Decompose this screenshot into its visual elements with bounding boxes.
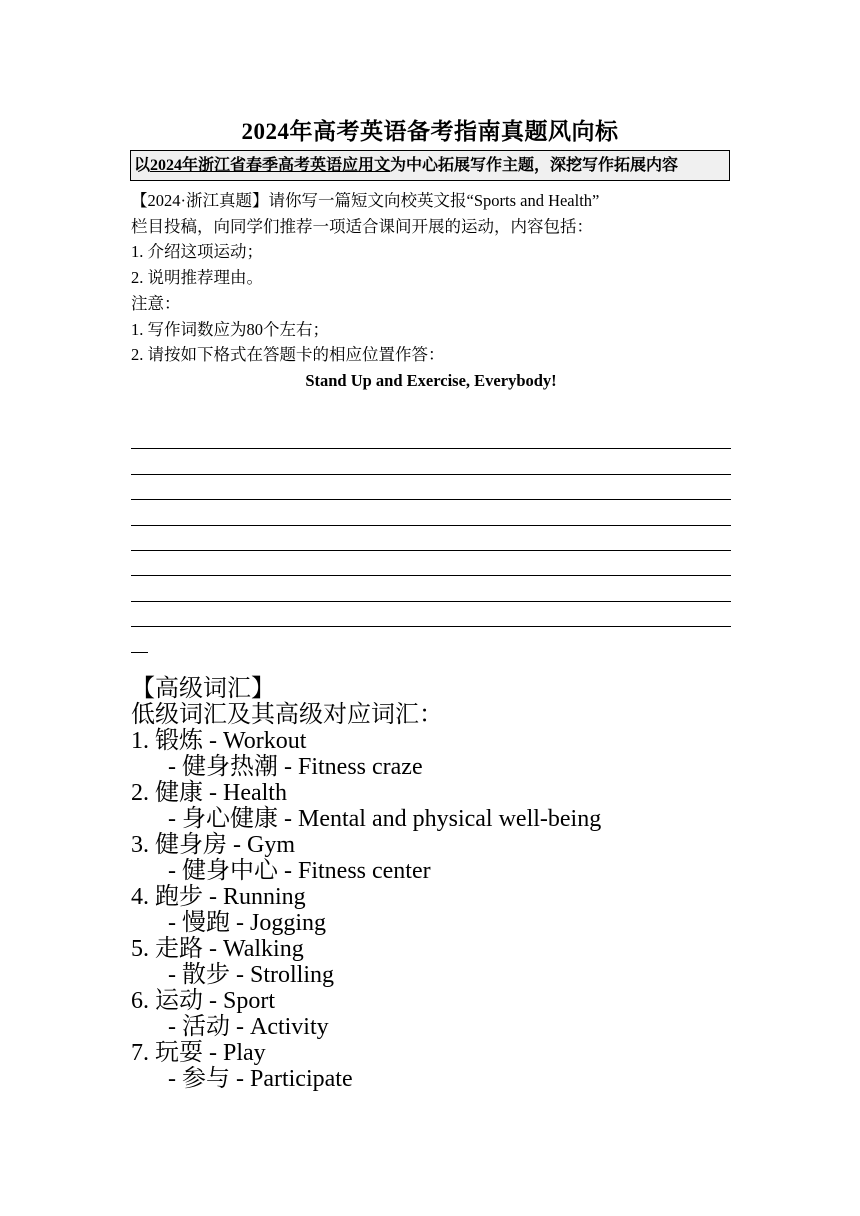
vocab-subitem: - 身心健康 - Mental and physical well-being (168, 806, 602, 832)
answer-line (131, 475, 731, 500)
task-line-2: 栏目投稿，向同学们推荐一项适合课间开展的运动，内容包括： (131, 216, 593, 236)
vocabulary-section (131, 676, 751, 1092)
vocab-subitem: - 散步 - Strolling (168, 962, 334, 988)
topic-prefix: 以 (134, 157, 151, 174)
answer-line (131, 576, 731, 601)
vocab-subitem: - 慢跑 - Jogging (168, 910, 326, 936)
topic-underlined: 2024年浙江省春季高考英语应用文 (150, 157, 391, 174)
answer-line-end (131, 627, 148, 652)
vocab-heading: 【高级词汇】 (131, 676, 275, 702)
answer-line (131, 500, 731, 525)
note-label: 注意： (131, 293, 181, 313)
note-2: 2. 请按如下格式在答题卡的相应位置作答： (131, 345, 445, 365)
essay-title: Stand Up and Exercise, Everybody! (305, 370, 557, 390)
vocab-item: 6. 运动 - Sport (131, 988, 275, 1014)
vocab-item: 5. 走路 - Walking (131, 936, 304, 962)
task-point-1: 1. 介绍这项运动； (131, 242, 263, 262)
note-1: 1. 写作词数应为80个左右； (131, 319, 329, 339)
answer-line (131, 449, 731, 474)
vocab-item: 7. 玩耍 - Play (131, 1040, 266, 1066)
vocab-item: 3. 健身房 - Gym (131, 832, 295, 858)
topic-banner (130, 150, 730, 181)
vocab-subitem: - 健身热潮 - Fitness craze (168, 754, 423, 780)
topic-suffix: 为中心拓展写作主题，深挖写作拓展内容 (390, 157, 679, 174)
answer-line (131, 424, 731, 449)
vocab-item: 2. 健康 - Health (131, 780, 287, 806)
answer-line (131, 551, 731, 576)
vocab-item: 4. 跑步 - Running (131, 884, 306, 910)
task-prompt (131, 188, 731, 394)
task-line-1: 【2024·浙江真题】请你写一篇短文向校英文报“Sports and Health” (131, 191, 600, 210)
task-point-2: 2. 说明推荐理由。 (131, 268, 263, 288)
answer-line (131, 526, 731, 551)
answer-line (131, 602, 731, 627)
vocab-subheading: 低级词汇及其高级对应词汇： (131, 702, 443, 728)
answer-lines (131, 424, 731, 653)
vocab-subitem: - 健身中心 - Fitness center (168, 858, 431, 884)
page-title: 2024年高考英语备考指南真题风向标 (241, 119, 619, 144)
vocab-subitem: - 活动 - Activity (168, 1014, 329, 1040)
vocab-subitem: - 参与 - Participate (168, 1066, 353, 1092)
vocab-item: 1. 锻炼 - Workout (131, 728, 307, 754)
